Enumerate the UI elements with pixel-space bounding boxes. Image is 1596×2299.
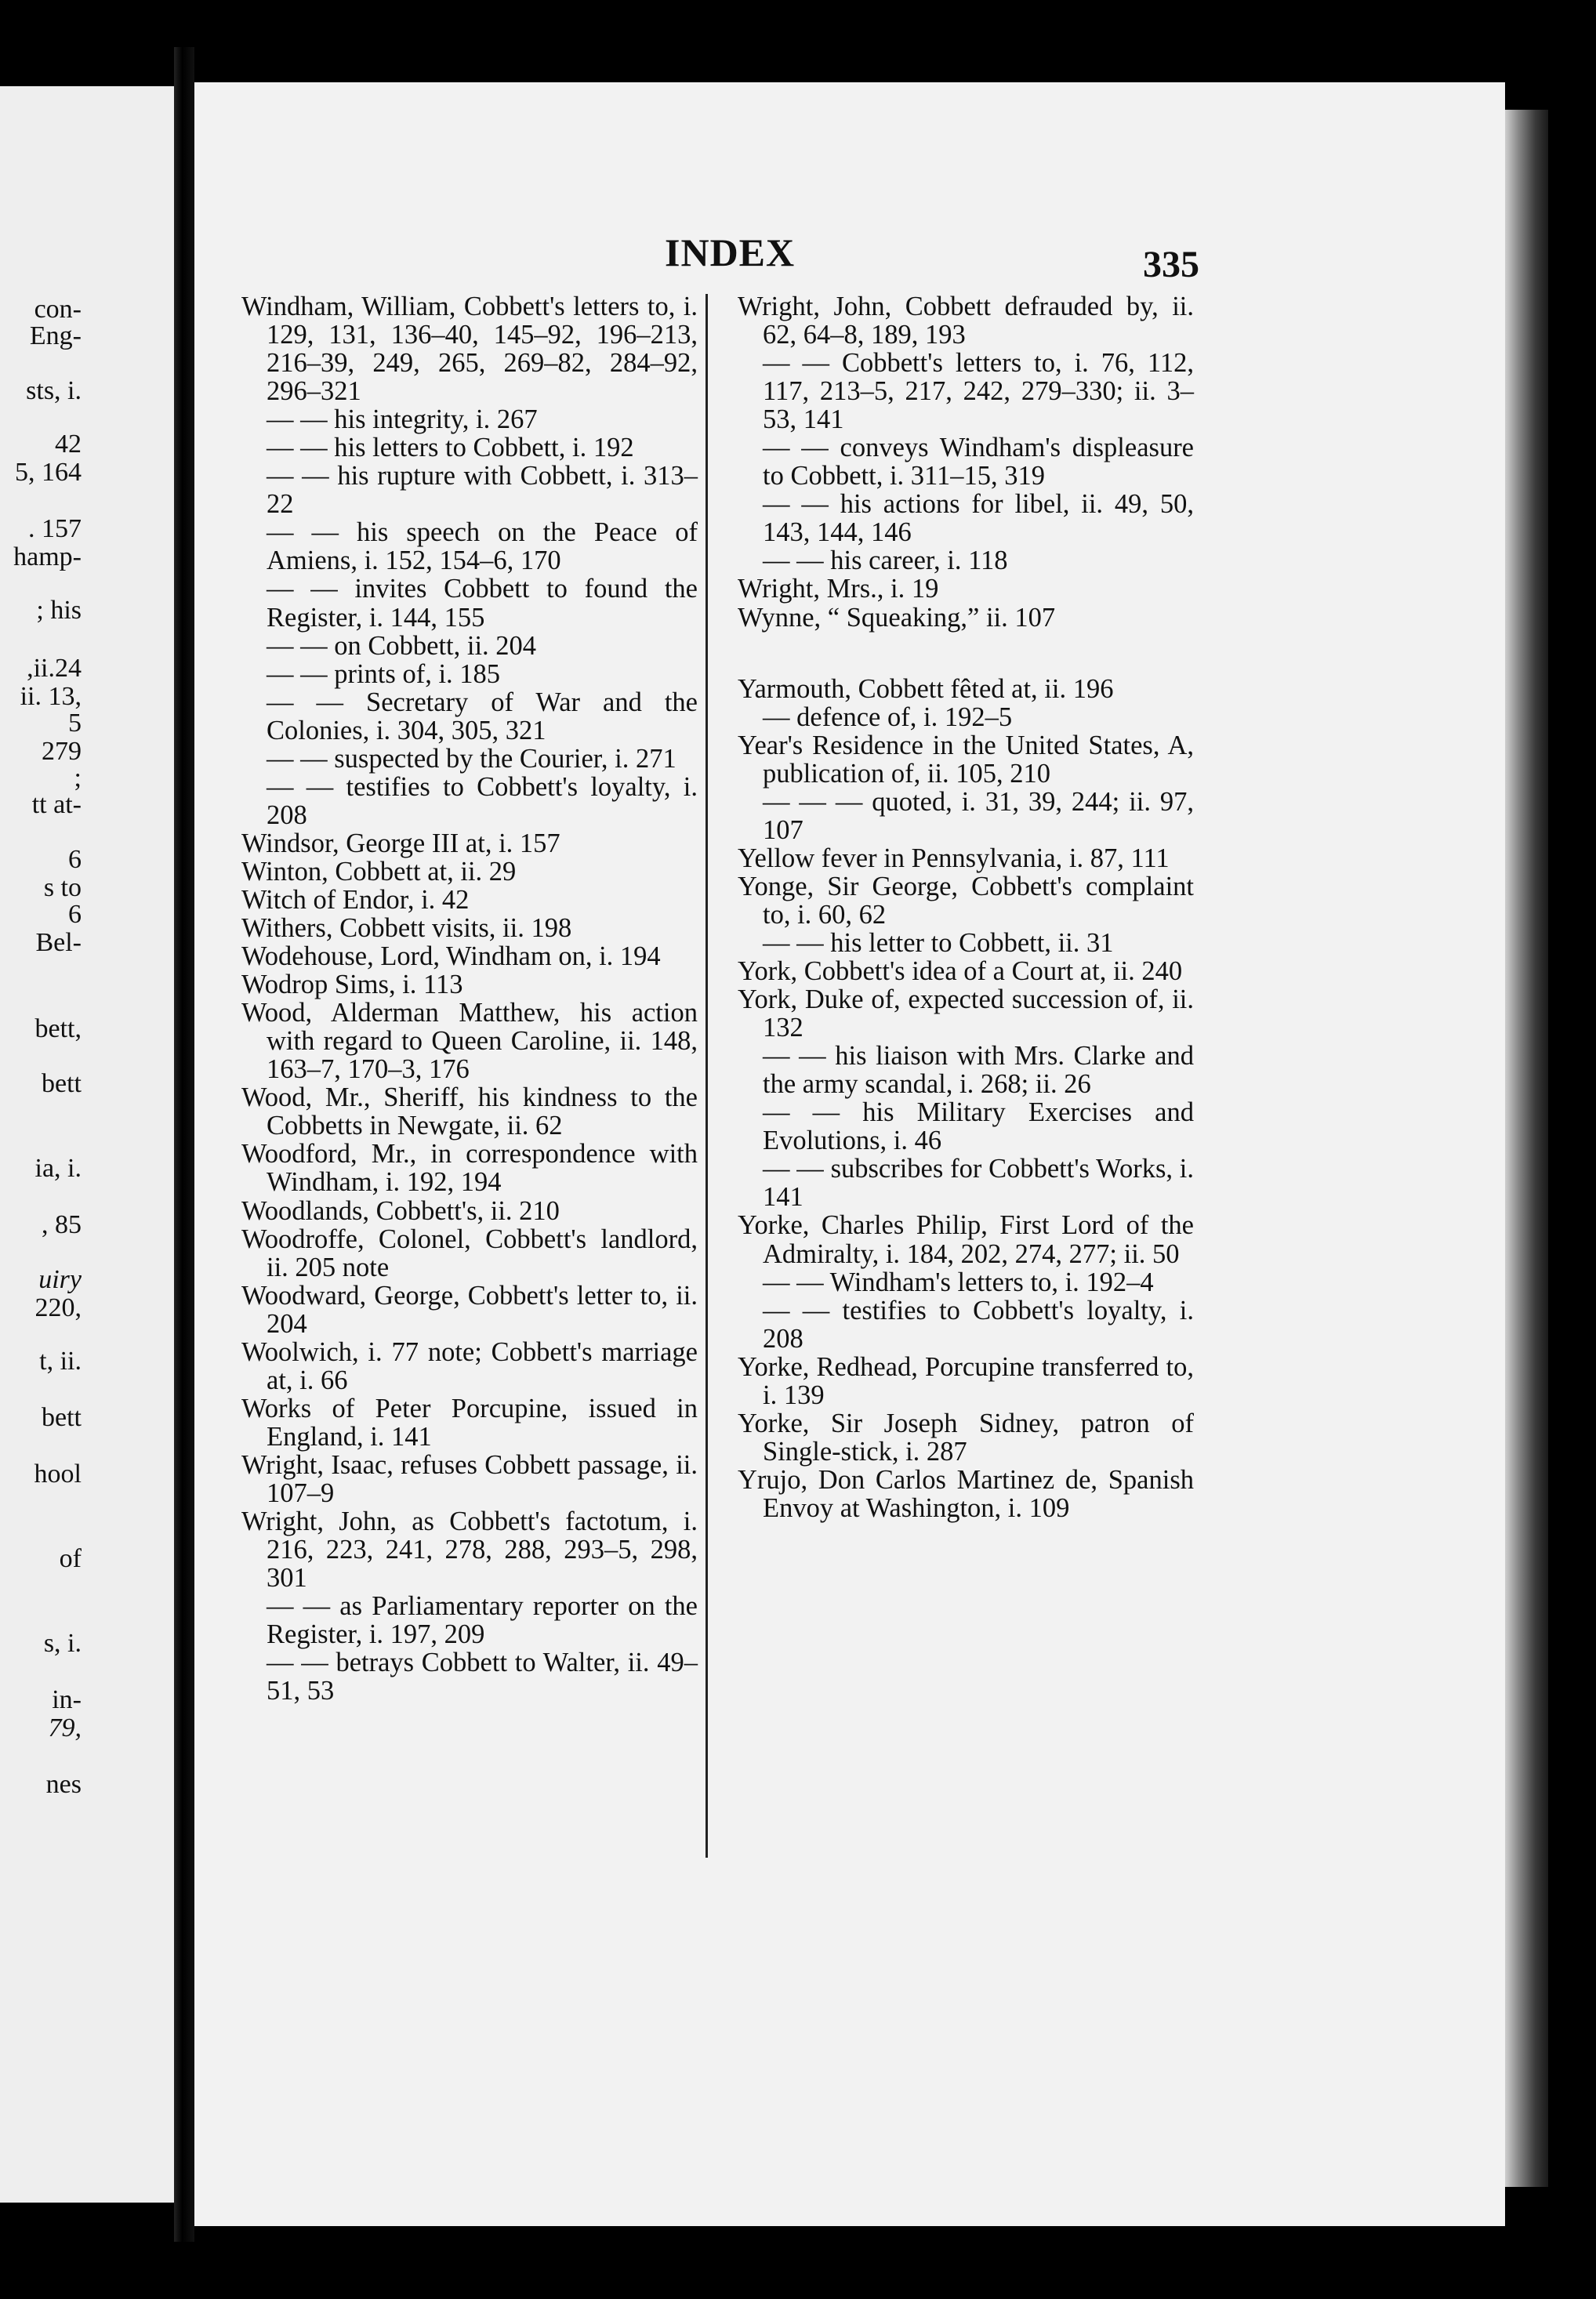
index-entry: Yorke, Charles Philip, First Lord of the Admiralty, i. 184, 202, 274, 277; ii. 50 (738, 1210, 1194, 1269)
index-entry: Wood, Mr., Sheriff, his kindness to the Cobbetts in Newgate, ii. 62 (241, 1082, 698, 1141)
index-subentry: — — on Cobbett, ii. 204 (267, 630, 537, 661)
page-title: INDEX (665, 230, 796, 274)
fragment: hamp- (13, 542, 82, 571)
book-gutter (174, 47, 194, 2242)
letter-section-gap (738, 632, 1194, 675)
index-subentry: — — Windham's letters to, i. 192–4 (763, 1267, 1154, 1297)
index-page (194, 82, 1505, 2226)
fragment: 6 (68, 900, 82, 929)
index-entry: Windsor, George III at, i. 157 (241, 828, 560, 858)
fragment: 6 (68, 845, 82, 874)
index-subentry: — — Secretary of War and the Colonies, i. 304, 305, 321 (267, 687, 698, 745)
fragment: t, ii. (39, 1347, 82, 1376)
index-subentry: — — betrays Cobbett to Walter, ii. 49–51, 53 (267, 1648, 698, 1706)
page-stack-edge (1505, 110, 1548, 2187)
fragment: hool (34, 1460, 82, 1489)
index-subentry: — — testifies to Cobbett's loyalty, i. 208 (267, 771, 698, 830)
index-subentry: — — Cobbett's letters to, i. 76, 112, 117, 213–5, 217, 242, 279–330; ii. 3–53, 141 (763, 348, 1194, 435)
fragment: 42 (55, 430, 82, 459)
index-subentry: — — testifies to Cobbett's loyalty, i. 208 (763, 1295, 1194, 1354)
fragment: uiry (38, 1265, 82, 1294)
fragment: con- (34, 295, 82, 324)
index-entry: Woolwich, i. 77 note; Cobbett's marriage at, i. 66 (241, 1336, 698, 1395)
fragment: of (59, 1544, 82, 1573)
index-subentry: — — his rupture with Cobbett, i. 313–22 (267, 461, 698, 520)
fragment: 220, (34, 1293, 82, 1322)
index-entry: Yarmouth, Cobbett fêted at, ii. 196 (738, 673, 1114, 704)
fragment: , 85 (42, 1210, 82, 1239)
index-entry: Wright, John, as Cobbett's factotum, i. 216, 223, 241, 278, 288, 293–5, 298, 301 (241, 1507, 698, 1594)
index-entry: Withers, Cobbett visits, ii. 198 (241, 913, 572, 944)
index-subentry: — — suspected by the Courier, i. 271 (267, 743, 676, 774)
index-entry: Yorke, Sir Joseph Sidney, patron of Single-stick, i. 287 (738, 1408, 1194, 1467)
fragment: bett (42, 1069, 82, 1098)
index-subentry: — defence of, i. 192–5 (763, 702, 1013, 732)
index-subentry: — — as Parliamentary reporter on the Register, i. 197, 209 (267, 1591, 698, 1650)
fragment: ii. 13, (20, 682, 82, 711)
index-entry: Wood, Alderman Matthew, his action with regard to Queen Caroline, ii. 148, 163–7, 170–3, 176 (241, 998, 698, 1085)
index-entry: York, Duke of, expected succession of, ii. 132 (738, 985, 1194, 1043)
fragment: 279 (42, 737, 82, 766)
index-entry: Winton, Cobbett at, ii. 29 (241, 856, 517, 887)
index-entry: Year's Residence in the United States, A, publication of, ii. 105, 210 (738, 730, 1194, 789)
index-entry: Woodlands, Cobbett's, ii. 210 (241, 1195, 560, 1226)
index-entry: Wright, Mrs., i. 19 (738, 574, 939, 604)
index-entry: Witch of Endor, i. 42 (241, 884, 470, 915)
fragment: nes (45, 1770, 82, 1799)
index-entry: Yrujo, Don Carlos Martinez de, Spanish Envoy at Washington, i. 109 (738, 1464, 1194, 1523)
column-divider (706, 294, 708, 1858)
index-subentry: — — his actions for libel, ii. 49, 50, 143, 144, 146 (763, 489, 1194, 548)
fragment: tt at- (31, 790, 82, 819)
index-subentry: — — conveys Windham's displeasure to Cobbett, i. 311–15, 319 (763, 433, 1194, 491)
index-entry: Wynne, “ Squeaking,” ii. 107 (738, 602, 1056, 633)
index-entry: Wodehouse, Lord, Windham on, i. 194 (241, 941, 661, 972)
fragment: 5 (68, 709, 82, 738)
index-subentry: — — his liaison with Mrs. Clarke and the army scandal, i. 268; ii. 26 (763, 1041, 1194, 1100)
index-subentry: — — — quoted, i. 31, 39, 244; ii. 97, 107 (763, 786, 1194, 845)
index-entry: Woodroffe, Colonel, Cobbett's landlord, ii. 205 note (241, 1224, 698, 1282)
index-entry: Woodward, George, Cobbett's letter to, ii. 204 (241, 1280, 698, 1339)
index-subentry: — — his letters to Cobbett, i. 192 (267, 433, 634, 463)
fragment: bett, (34, 1014, 82, 1043)
fragment: s to (43, 873, 82, 902)
index-entry: Yorke, Redhead, Porcupine transferred to, i. 139 (738, 1351, 1194, 1410)
index-subentry: — — his integrity, i. 267 (267, 404, 538, 435)
index-entry: York, Cobbett's idea of a Court at, ii. 240 (738, 956, 1183, 987)
index-subentry: — — invites Cobbett to found the Register, i. 144, 155 (267, 574, 698, 633)
fragment: s, i. (43, 1629, 82, 1658)
index-column-right (738, 292, 1194, 1522)
fragment: 79, (48, 1713, 82, 1742)
fragment: ; (74, 763, 82, 792)
index-entry: Wodrop Sims, i. 113 (241, 970, 463, 1000)
fragment: Bel- (35, 928, 82, 957)
index-entry: Woodford, Mr., in correspondence with Windham, i. 192, 194 (241, 1139, 698, 1198)
index-column-left (241, 292, 698, 1705)
fragment: . 157 (28, 514, 82, 543)
index-entry: Yellow fever in Pennsylvania, i. 87, 111 (738, 843, 1170, 873)
index-subentry: — — his career, i. 118 (763, 546, 1008, 576)
index-entry: Windham, William, Cobbett's letters to, i. 129, 131, 136–40, 145–92, 196–213, 216–39, 249, 265, 269–82, 284–92, 296–321 (241, 292, 698, 407)
index-subentry: — — his letter to Cobbett, ii. 31 (763, 927, 1114, 958)
index-entry: Yonge, Sir George, Cobbett's complaint to, i. 60, 62 (738, 871, 1194, 930)
fragment: ; his (36, 596, 82, 625)
index-subentry: — — his speech on the Peace of Amiens, i. 152, 154–6, 170 (267, 517, 698, 576)
index-entry: Works of Peter Porcupine, issued in England, i. 141 (241, 1393, 698, 1452)
fragment: 5, 164 (15, 458, 82, 487)
index-subentry: — — prints of, i. 185 (267, 658, 501, 689)
fragment: in- (52, 1685, 82, 1714)
fragment: sts, i. (26, 376, 82, 405)
index-subentry: — — subscribes for Cobbett's Works, i. 141 (763, 1154, 1194, 1213)
fragment: ,ii.24 (27, 654, 82, 683)
page-number: 335 (1143, 244, 1199, 285)
index-entry: Wright, Isaac, refuses Cobbett passage, ii. 107–9 (241, 1449, 698, 1508)
previous-page-edge (0, 86, 174, 2203)
fragment: ia, i. (34, 1154, 82, 1183)
index-subentry: — — his Military Exercises and Evolutions, i. 46 (763, 1097, 1194, 1156)
fragment: Eng- (29, 321, 82, 350)
index-entry: Wright, John, Cobbett defrauded by, ii. 62, 64–8, 189, 193 (738, 292, 1194, 350)
fragment: bett (42, 1403, 82, 1432)
